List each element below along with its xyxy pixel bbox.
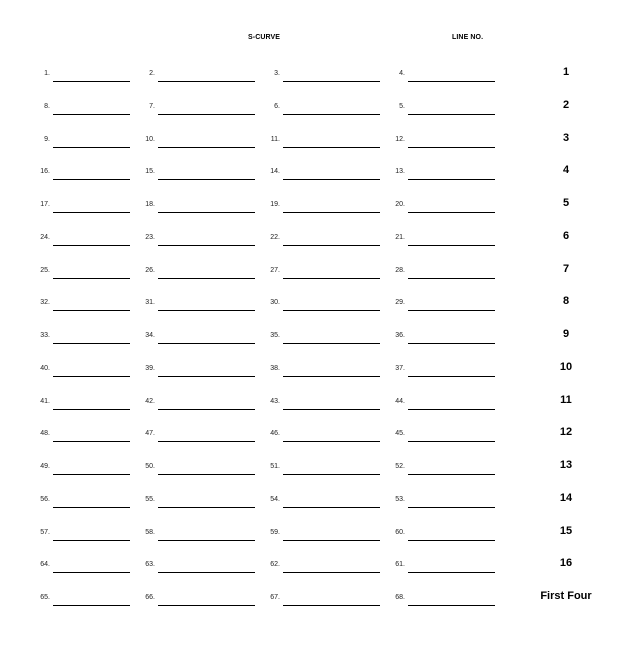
blank-entry-line[interactable] [408, 409, 495, 410]
line-number-label: 13 [559, 459, 573, 471]
slot-number: 62. [270, 561, 280, 569]
slot-number: 16. [40, 168, 50, 176]
slot-number: 57. [40, 528, 50, 536]
line-number-label: 4 [562, 164, 570, 177]
slot-number: 19. [270, 201, 280, 208]
s-curve-header: S-CURVE [248, 34, 281, 41]
slot-number: 48. [40, 430, 50, 438]
blank-entry-line[interactable] [408, 114, 495, 115]
slot-number: 4. [399, 70, 405, 77]
blank-entry-line[interactable] [158, 605, 255, 606]
blank-entry-line[interactable] [158, 409, 255, 410]
blank-entry-line[interactable] [53, 605, 130, 606]
blank-entry-line[interactable] [408, 605, 495, 606]
blank-entry-line[interactable] [53, 310, 130, 311]
blank-entry-line[interactable] [53, 114, 130, 115]
blank-entry-line[interactable] [158, 572, 255, 573]
line-number-label: 14 [559, 491, 573, 504]
blank-entry-line[interactable] [408, 572, 495, 573]
blank-entry-line[interactable] [53, 179, 130, 180]
slot-number: 26. [145, 266, 155, 274]
blank-entry-line[interactable] [53, 409, 130, 410]
blank-entry-line[interactable] [283, 572, 380, 573]
blank-entry-line[interactable] [53, 572, 130, 573]
line-number-label: 12 [559, 426, 573, 439]
blank-entry-line[interactable] [408, 343, 495, 344]
blank-entry-line[interactable] [158, 540, 255, 541]
blank-entry-line[interactable] [158, 212, 255, 213]
slot-number: 31. [145, 299, 155, 307]
slot-number: 58. [145, 528, 155, 536]
blank-entry-line[interactable] [408, 278, 495, 279]
blank-entry-line[interactable] [283, 605, 380, 606]
line-number-label: 5 [562, 197, 570, 209]
slot-number: 28. [395, 266, 405, 274]
blank-entry-line[interactable] [408, 441, 495, 442]
blank-entry-line[interactable] [283, 376, 380, 377]
blank-entry-line[interactable] [408, 245, 495, 246]
slot-number: 35. [270, 332, 280, 339]
slot-number: 47. [145, 430, 155, 438]
blank-entry-line[interactable] [158, 310, 255, 311]
line-number-label: 2 [562, 98, 570, 111]
blank-entry-line[interactable] [53, 507, 130, 508]
slot-number: 38. [270, 364, 280, 372]
slot-number: 64. [40, 561, 50, 569]
blank-entry-line[interactable] [53, 147, 130, 148]
line-number-label: First Four [540, 590, 592, 602]
blank-entry-line[interactable] [283, 474, 380, 475]
slot-number: 45. [395, 430, 405, 438]
slot-number: 21. [395, 233, 405, 241]
slot-number: 15. [145, 168, 155, 176]
blank-entry-line[interactable] [283, 114, 380, 115]
slot-number: 68. [395, 594, 405, 601]
line-number-label: 1 [562, 66, 570, 78]
slot-number: 9. [44, 135, 50, 143]
slot-number: 6. [274, 102, 280, 110]
slot-number: 32. [40, 299, 50, 307]
blank-entry-line[interactable] [408, 540, 495, 541]
line-no-header: LINE NO. [452, 34, 484, 41]
slot-number: 60. [395, 528, 405, 536]
blank-entry-line[interactable] [158, 81, 255, 82]
blank-entry-line[interactable] [283, 540, 380, 541]
slot-number: 3. [274, 70, 280, 77]
blank-entry-line[interactable] [53, 474, 130, 475]
slot-number: 14. [270, 168, 280, 176]
slot-number: 5. [399, 102, 405, 110]
slot-number: 30. [270, 299, 280, 307]
line-number-label: 6 [562, 229, 570, 242]
slot-number: 65. [40, 594, 50, 601]
slot-number: 67. [270, 594, 280, 601]
blank-entry-line[interactable] [283, 409, 380, 410]
line-number-label: 15 [559, 524, 573, 537]
slot-number: 20. [395, 201, 405, 208]
blank-entry-line[interactable] [53, 540, 130, 541]
slot-number: 18. [145, 201, 155, 208]
blank-entry-line[interactable] [408, 474, 495, 475]
slot-number: 49. [40, 463, 50, 470]
slot-number: 24. [40, 233, 50, 241]
blank-entry-line[interactable] [53, 278, 130, 279]
slot-number: 37. [395, 364, 405, 372]
slot-number: 39. [145, 364, 155, 372]
blank-entry-line[interactable] [283, 310, 380, 311]
slot-number: 53. [395, 495, 405, 503]
blank-entry-line[interactable] [408, 81, 495, 82]
slot-number: 63. [145, 561, 155, 569]
line-number-label: 9 [562, 328, 570, 340]
blank-entry-line[interactable] [53, 441, 130, 442]
blank-entry-line[interactable] [283, 212, 380, 213]
slot-number: 40. [40, 364, 50, 372]
blank-entry-line[interactable] [158, 474, 255, 475]
slot-number: 55. [145, 495, 155, 503]
slot-number: 34. [145, 332, 155, 339]
slot-number: 42. [145, 397, 155, 405]
line-number-label: 3 [562, 131, 570, 144]
slot-number: 46. [270, 430, 280, 438]
slot-number: 43. [270, 397, 280, 405]
slot-number: 50. [145, 463, 155, 470]
blank-entry-line[interactable] [408, 147, 495, 148]
blank-entry-line[interactable] [283, 441, 380, 442]
slot-number: 41. [40, 397, 50, 405]
slot-number: 8. [44, 102, 50, 110]
blank-entry-line[interactable] [158, 441, 255, 442]
slot-number: 11. [270, 135, 280, 143]
slot-number: 33. [40, 332, 50, 339]
line-number-label: 10 [559, 360, 573, 373]
blank-entry-line[interactable] [158, 278, 255, 279]
entry-row [0, 590, 643, 627]
blank-entry-line[interactable] [158, 114, 255, 115]
slot-number: 27. [270, 266, 280, 274]
blank-entry-line[interactable] [158, 376, 255, 377]
blank-entry-line[interactable] [408, 376, 495, 377]
blank-entry-line[interactable] [408, 310, 495, 311]
blank-entry-line[interactable] [158, 507, 255, 508]
blank-entry-line[interactable] [158, 343, 255, 344]
slot-number: 61. [395, 561, 405, 569]
slot-number: 7. [149, 102, 155, 110]
line-number-label: 16 [559, 557, 573, 570]
blank-entry-line[interactable] [408, 212, 495, 213]
slot-number: 54. [270, 495, 280, 503]
blank-entry-line[interactable] [53, 343, 130, 344]
blank-entry-line[interactable] [158, 245, 255, 246]
slot-number: 56. [40, 495, 50, 503]
blank-entry-line[interactable] [408, 179, 495, 180]
blank-entry-line[interactable] [158, 179, 255, 180]
slot-number: 29. [395, 299, 405, 307]
blank-entry-line[interactable] [53, 245, 130, 246]
blank-entry-line[interactable] [283, 81, 380, 82]
blank-entry-line[interactable] [408, 507, 495, 508]
slot-number: 59. [270, 528, 280, 536]
blank-entry-line[interactable] [283, 179, 380, 180]
slot-number: 51. [270, 463, 280, 470]
slot-number: 25. [40, 266, 50, 274]
slot-number: 66. [145, 594, 155, 601]
slot-number: 10. [145, 135, 155, 143]
slot-number: 1. [44, 70, 50, 77]
slot-number: 23. [145, 233, 155, 241]
blank-entry-line[interactable] [283, 507, 380, 508]
slot-number: 22. [270, 233, 280, 241]
slot-number: 44. [395, 397, 405, 405]
blank-entry-line[interactable] [53, 212, 130, 213]
slot-number: 2. [149, 70, 155, 77]
line-number-label: 11 [560, 393, 572, 406]
slot-number: 13. [395, 168, 405, 176]
slot-number: 17. [40, 201, 50, 208]
slot-number: 52. [395, 463, 405, 470]
blank-entry-line[interactable] [283, 343, 380, 344]
slot-number: 36. [395, 332, 405, 339]
blank-entry-line[interactable] [283, 245, 380, 246]
blank-entry-line[interactable] [53, 376, 130, 377]
slot-number: 12. [395, 135, 405, 143]
line-number-label: 8 [562, 295, 570, 308]
blank-entry-line[interactable] [158, 147, 255, 148]
blank-entry-line[interactable] [53, 81, 130, 82]
line-number-label: 7 [562, 262, 570, 275]
blank-entry-line[interactable] [283, 278, 380, 279]
blank-entry-line[interactable] [283, 147, 380, 148]
